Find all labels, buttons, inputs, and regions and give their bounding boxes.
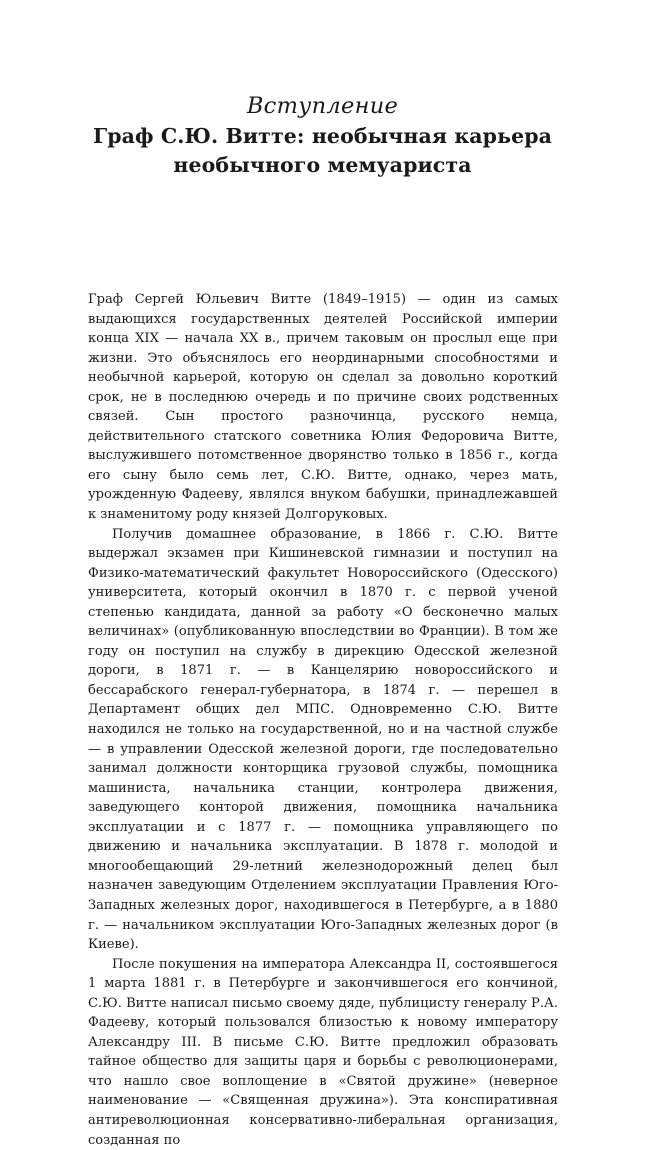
paragraph-1: Граф Сергей Юльевич Витте (1849–1915) — один из самых выдающихся государственных деятелей Российской империи конца XIX — начала XX в., причем таковым он прослыл еще при жизни. Это объяснялось его неординарными способностями и необычной карьерой, которую он сделал за довольно короткий срок, не в последнюю очередь и по причине своих родственных связей. Сын простого разночинца, русского немца, действительного статского советника Юлия Федоровича Витте, выслужившего потомственное дворянство только в 1856 г., когда его сыну было семь лет, С.Ю. Витте, однако, через мать, урожденную Фадееву, являлся внуком бабушки, принадлежавшей к знаменитому роду князей Долгоруковых. — [88, 292, 558, 523]
chapter-title-line-1: Граф С.Ю. Витте: необычная карьера — [92, 124, 553, 148]
paragraph-2: Получив домашнее образование, в 1866 г. С.Ю. Витте выдержал экзамен при Кишиневской гимназии и поступил на Физико-математический факультет Новороссийского (Одесского) университета, который окончил в 1870 г. с первой ученой степенью кандидата, данной за работу «О бесконечно малых величинах» (опубликованную впоследствии во Франции). В том же году он поступил на службу в дирекцию Одесской железной дороги, в 1871 г. — в Канцелярию новороссийского и бессарабского генерал-губернатора, в 1874 г. — перешел в Департамент общих дел МПС. Одновременно С.Ю. Витте находился не только на государственной, но и на частной службе — в управлении Одесской железной дороги, где последовательно занимал должности конторщика грузовой службы, помощника машиниста, начальника станции, контролера движения, заведующего конторой движения, помощника начальника эксплуатации и с 1877 г. — помощника управляющего по движению и начальника эксплуатации. В 1878 г. молодой и многообещающий 29-летний железнодорожный делец был назначен заведующим Отделением эксплуатации Правления Юго-Западных железных дорог, находившегося в Петербурге, а в 1880 г. — начальником эксплуатации Юго-Западных железных дорог (в Киеве). — [88, 526, 558, 953]
body-text — [88, 290, 558, 1150]
chapter-title-line-2: необычного мемуариста — [173, 153, 472, 177]
chapter-title — [0, 122, 645, 180]
chapter-heading — [0, 92, 645, 180]
paragraph-3: После покушения на императора Александра II, состоявшегося 1 марта 1881 г. в Петербурге и закончившегося его кончиной, С.Ю. Витте написал письмо своему дяде, публицисту генералу Р.А. Фадееву, который пользовался близостью к новому императору Александру III. В письме С.Ю. Витте предложил образовать тайное общество для защиты царя и борьбы с революционерами, что нашло свое воплощение в «Святой дружине» (неверное наименование — «Священная дружина»). Эта конспиративная антиреволюционная консервативно-либеральная организация, созданная по — [88, 956, 558, 1148]
chapter-subtitle: Вступление — [246, 93, 399, 119]
